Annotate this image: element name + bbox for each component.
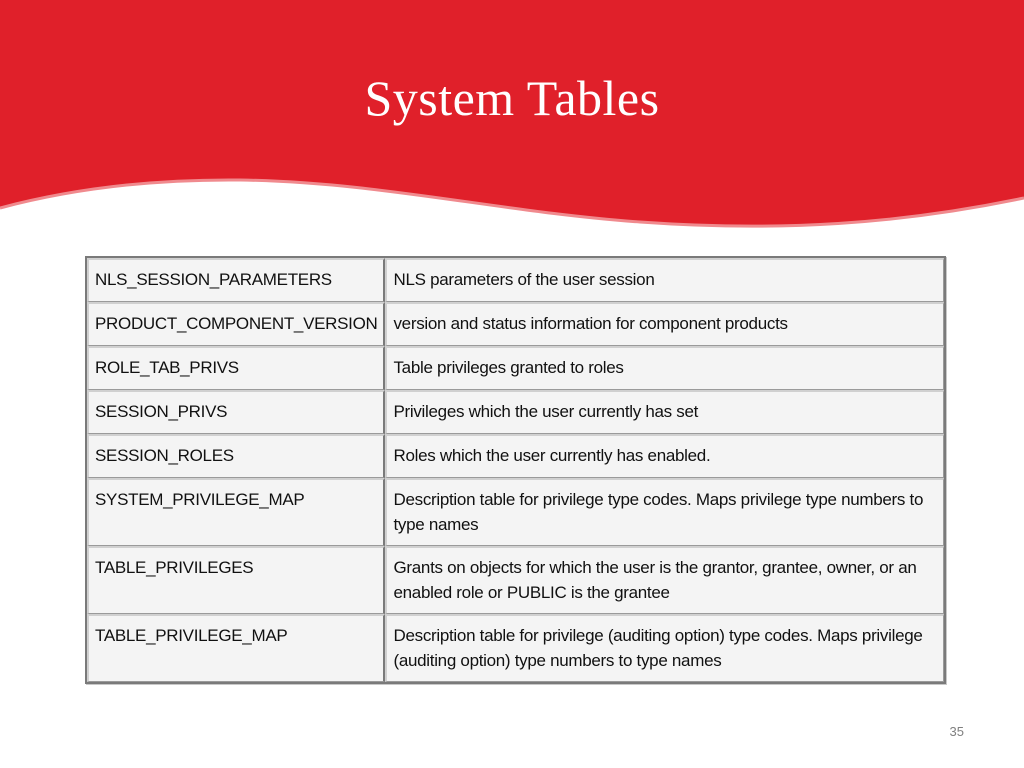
slide-title: System Tables: [364, 70, 660, 126]
system-tables-table-container: [85, 256, 946, 684]
table-row: [87, 346, 944, 390]
table-name-cell: ROLE_TAB_PRIVS: [87, 346, 385, 390]
table-description-cell: Table privileges granted to roles: [385, 346, 944, 390]
table-description-cell: Description table for privilege (auditing option) type codes. Maps privilege (auditing option) type numbers to type names: [385, 614, 944, 682]
table-row: [87, 302, 944, 346]
table-description-cell: Privileges which the user currently has set: [385, 390, 944, 434]
table-name-cell: TABLE_PRIVILEGES: [87, 546, 385, 614]
table-row: [87, 258, 944, 302]
table-description-cell: Description table for privilege type codes. Maps privilege type numbers to type names: [385, 478, 944, 546]
system-tables-table: [85, 256, 946, 684]
table-name-cell: SESSION_ROLES: [87, 434, 385, 478]
table-name-cell: PRODUCT_COMPONENT_VERSION: [87, 302, 385, 346]
table-description-cell: Roles which the user currently has enabled.: [385, 434, 944, 478]
table-description-cell: Grants on objects for which the user is the grantor, grantee, owner, or an enabled role or PUBLIC is the grantee: [385, 546, 944, 614]
table-row: [87, 390, 944, 434]
table-row: [87, 434, 944, 478]
table-row: [87, 478, 944, 546]
table-row: [87, 614, 944, 682]
table-name-cell: TABLE_PRIVILEGE_MAP: [87, 614, 385, 682]
table-name-cell: NLS_SESSION_PARAMETERS: [87, 258, 385, 302]
page-number: 35: [949, 724, 964, 739]
table-name-cell: SYSTEM_PRIVILEGE_MAP: [87, 478, 385, 546]
table-row: [87, 546, 944, 614]
table-description-cell: version and status information for component products: [385, 302, 944, 346]
table-name-cell: SESSION_PRIVS: [87, 390, 385, 434]
table-description-cell: NLS parameters of the user session: [385, 258, 944, 302]
